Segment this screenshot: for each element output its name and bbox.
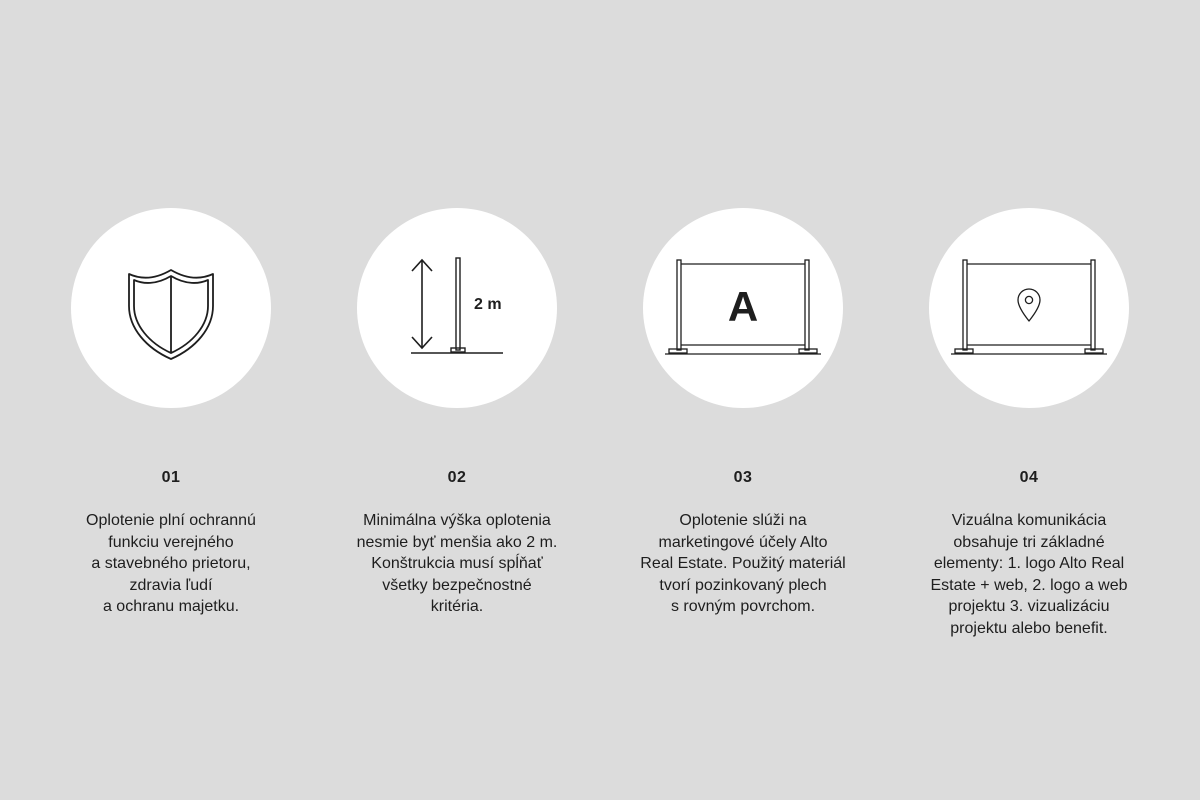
shield-icon	[71, 208, 271, 408]
feature-description: Vizuálna komunikácia obsahuje tri základné elementy: 1. logo Alto Real Estate + web, 2. logo a web projektu 3. vizualizáciu projektu alebo benefit.	[930, 512, 1128, 637]
feature-column-4	[899, 208, 1159, 639]
feature-description: Oplotenie plní ochrannú funkciu verejného a stavebného prietoru, zdravia ľudí a ochranu majetku.	[86, 512, 256, 615]
location-pin-icon	[1018, 289, 1040, 321]
fence-banner-logo-icon	[643, 208, 843, 408]
logo-letter: A	[727, 283, 759, 330]
icon-circle	[929, 208, 1129, 408]
feature-column-2	[327, 208, 587, 618]
feature-description: Minimálna výška oplotenia nesmie byť menšia ako 2 m. Konštrukcia musí spĺňať všetky bezpečnostné kritéria.	[356, 512, 558, 615]
height-2m-icon	[357, 208, 557, 408]
feature-number: 03	[733, 469, 753, 486]
fence-banner-location-icon	[929, 208, 1129, 408]
feature-column-3	[613, 208, 873, 618]
icon-circle	[357, 208, 557, 408]
feature-number: 04	[1019, 469, 1039, 486]
feature-column-1	[41, 208, 301, 618]
height-label: 2 m	[474, 296, 502, 313]
feature-number: 01	[161, 469, 181, 486]
icon-circle	[71, 208, 271, 408]
feature-number: 02	[447, 469, 467, 486]
icon-circle	[643, 208, 843, 408]
feature-description: Oplotenie slúži na marketingové účely Alto Real Estate. Použitý materiál tvorí pozinkovaný plech s rovným povrchom.	[640, 512, 846, 615]
